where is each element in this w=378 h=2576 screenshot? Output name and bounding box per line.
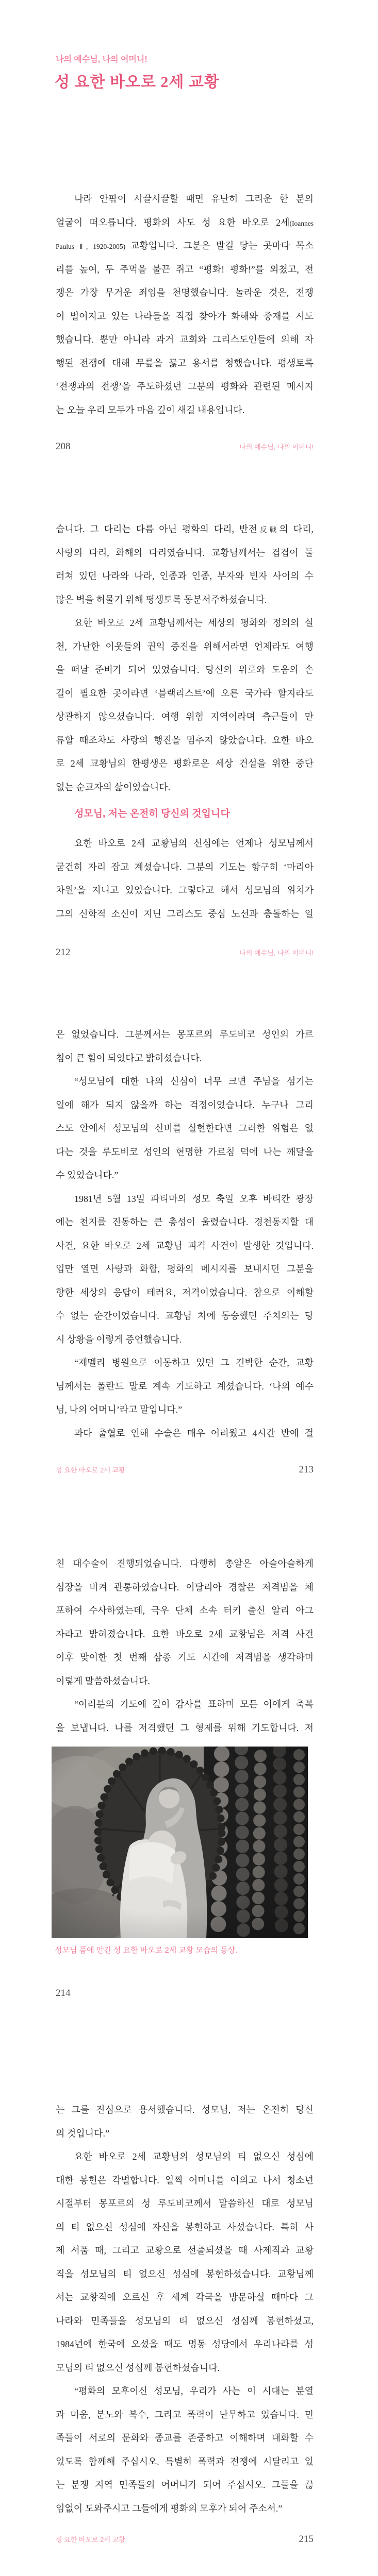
body-line: 을 보냅니다. 나를 저격했던 그 형제를 위해 기도합니다. 저 xyxy=(56,1722,314,1733)
body-line: 은 없었습니다. 그분께서는 몽포르의 루도비코 성인의 가르 xyxy=(56,1029,314,1040)
inline-annotation: Paulus Ⅱ, 1920-2005) xyxy=(56,243,131,250)
body-line: 과다 출혈로 인해 수술은 매우 어려웠고 4시간 반에 걸 xyxy=(74,1428,314,1438)
body-line: 리를 높여, 두 주먹을 불끈 쥐고 “평화! 평화!”를 외쳤고, 전 xyxy=(56,264,314,275)
running-head: 나의 예수님, 나의 어머니! xyxy=(239,443,314,451)
body-line: 는 분쟁 지역 민족들의 어머니가 되어 주십시오. 그들을 끊 xyxy=(56,2480,314,2490)
body-line: 이렇게 말씀하셨습니다. xyxy=(56,1675,150,1686)
body-line: 심장을 비켜 관통하였습니다. 이탈리아 경찰은 저격범을 체 xyxy=(56,1582,314,1592)
body-line: “평화의 모후이신 성모님, 우리가 사는 이 시대는 분열 xyxy=(74,2386,314,2396)
body-line: 과 미움, 분노와 복수, 그리고 폭력이 난무하고 있습니다. 민 xyxy=(56,2409,314,2420)
body-line: 을 떠날 준비가 되어 있었습니다. 당신의 위로와 도움의 손 xyxy=(56,665,314,675)
body-line: 굳건히 자리 잡고 계셨습니다. 그분의 기도는 항구히 ‘마리아 xyxy=(56,861,314,872)
body-line: 요한 바오로 2세 교황님께서는 세상의 평화와 정의의 실 xyxy=(74,618,314,628)
body-line: 서는 교황직에 오르신 후 세계 각국을 방문하실 때마다 그 xyxy=(56,2292,314,2302)
body-line: 수 없는 순간이었습니다. 교황님 차에 동승했던 주치의는 당 xyxy=(56,1311,314,1321)
running-head: 나의 예수님, 나의 어머니! xyxy=(239,949,314,957)
body-line: 그의 신학적 소신이 지닌 그리스도 중심 노선과 충돌하는 일 xyxy=(56,908,314,919)
running-head: 성 요한 바오로 2세 교황 xyxy=(56,2536,125,2544)
chapter-eyebrow: 나의 예수님, 나의 어머니! xyxy=(56,55,147,64)
page-footer xyxy=(56,441,314,453)
body-line: 1981년 5월 13일 파티마의 성모 축일 오후 바티칸 광장 xyxy=(74,1193,314,1204)
body-line: 1984년에 한국에 오셨을 때도 명동 성당에서 우리나라를 성 xyxy=(56,2339,314,2349)
body-line: 친 대수술이 진행되었습니다. 다행히 총알은 아슬아슬하게 xyxy=(56,1558,314,1569)
body-line: 러쳐 있던 나라와 나라, 인종과 인종, 부자와 빈자 사이의 수 xyxy=(56,571,314,581)
body-line: 시절부터 몽포르의 성 루도비코께서 말씀하신 대로 성모님 xyxy=(56,2198,314,2209)
page-footer xyxy=(56,947,314,959)
body-line: 요한 바오로 2세 교황님의 신심에는 언제나 성모님께서 xyxy=(74,838,314,849)
body-line: 사랑의 다리, 화해의 다리였습니다. 교황님께서는 겹겹이 둘 xyxy=(56,547,314,558)
page-number: 213 xyxy=(299,1464,314,1475)
body-line: 자라고 밝혀졌습니다. 요한 바오로 2세 교황님은 저격 사건 xyxy=(56,1629,314,1639)
body-line: 있도록 함께해 주십시오. 특별히 폭력과 전쟁에 시달리고 있 xyxy=(56,2456,314,2467)
body-line: 임없이 도와주시고 그들에게 평화의 모후가 되어 주소서.” xyxy=(56,2503,283,2514)
page-number: 208 xyxy=(56,441,71,452)
body-line: 나라와 민족들을 성모님의 티 없으신 성심께 봉헌하셨고, xyxy=(56,2315,314,2326)
body-line: 길이 필요한 곳이라면 ‘블랙리스트’에 오른 국가라 할지라도 xyxy=(56,688,314,699)
body-line: 제 서품 때, 그리고 교황으로 선출되셨을 때 사제직과 교황 xyxy=(56,2245,314,2256)
body-line: 이후 맞이한 첫 번째 삼종 기도 시간에 저격범을 생각하며 xyxy=(56,1652,314,1663)
statue-photo-graphic xyxy=(52,1747,308,1938)
body-line: 쟁은 가장 무거운 죄임을 천명했습니다. 놀라운 것은, 전쟁 xyxy=(56,287,314,298)
body-line xyxy=(56,234,314,258)
body-line: 에는 천지를 진동하는 큰 총성이 울렸습니다. 경천동지할 대 xyxy=(56,1217,314,1227)
running-head: 성 요한 바오로 2세 교황 xyxy=(56,1466,125,1474)
body-line: 의 것입니다.” xyxy=(56,2128,109,2139)
body-line: 이 벌어지고 있는 나라들을 직접 찾아가 화해와 중재를 시도 xyxy=(56,311,314,321)
page-footer xyxy=(56,2534,314,2546)
body-line: 일에 해가 되지 않을까 하는 걱정이었습니다. 누구나 그리 xyxy=(56,1099,314,1110)
body-line: 나라 안팎이 시끌시끌할 때면 유난히 그리운 한 분의 xyxy=(74,194,314,204)
body-text-segment: 습니다. 그 다리는 다름 아닌 평화의 다리, 반전 xyxy=(56,524,257,534)
page-number: 214 xyxy=(56,1988,71,1998)
body-line: 족들이 서로의 문화와 종교를 존중하고 이해하며 대화할 수 xyxy=(56,2433,314,2443)
body-line: 다는 것을 루도비코 성인의 현명한 가르침 덕에 나는 깨달을 xyxy=(56,1146,314,1157)
body-text-segment: 얼굴이 떠오릅니다. 평화의 사도 성 요한 바오로 2세 xyxy=(56,217,290,228)
page-footer xyxy=(56,1988,314,2000)
body-line: 스도 안에서 성모님의 신비를 실현한다면 그러한 위험은 없 xyxy=(56,1123,314,1133)
body-line: “제멜리 병원으로 이동하고 있던 그 긴박한 순간, 교황 xyxy=(74,1358,314,1368)
body-line: 는 그를 진심으로 용서했습니다. 성모님, 저는 온전히 당신 xyxy=(56,2105,314,2115)
body-line: 행된 전쟁에 대해 무릎을 꿇고 용서를 청했습니다. 평생토록 xyxy=(56,358,314,368)
body-line: 대한 봉헌은 각별합니다. 일찍 어머니를 여의고 나서 청소년 xyxy=(56,2175,314,2185)
photo-caption: 성모님 품에 안긴 성 요한 바오로 2세 교황 모습의 동상. xyxy=(55,1946,238,1955)
inline-annotation: 反戰 xyxy=(257,526,280,534)
body-line: 님께서는 폴란드 말로 계속 기도하고 계셨습니다. ‘나의 예수 xyxy=(56,1381,314,1392)
body-line: 모님의 티 없으신 성심께 봉헌하셨습니다. xyxy=(56,2362,220,2373)
body-line: 류할 때조차도 사랑의 행진을 멈추지 않았습니다. 요한 바오 xyxy=(56,735,314,745)
body-line: 향한 세상의 응답이 테러요, 저격이었습니다. 참으로 이해할 xyxy=(56,1287,314,1298)
page-number: 212 xyxy=(56,947,71,958)
body-line: 침이 큰 힘이 되었다고 밝히셨습니다. xyxy=(56,1053,202,1063)
body-line: 직을 성모님의 티 없으신 성심에 봉헌하셨습니다. 교황님께 xyxy=(56,2268,314,2279)
body-line: 포하여 수사하였는데, 극우 단체 소속 터키 출신 알리 아그 xyxy=(56,1605,314,1616)
body-line: 사건, 요한 바오로 2세 교황님 피격 사건이 발생한 것입니다. xyxy=(56,1240,314,1251)
body-line: 차원’을 지니고 있었습니다. 그렇다고 해서 성모님의 위치가 xyxy=(56,885,314,895)
page-footer xyxy=(56,1464,314,1477)
body-line: 수 있었습니다.” xyxy=(56,1170,119,1180)
statue-photo xyxy=(52,1747,308,1938)
body-line xyxy=(56,211,314,235)
body-line: 님, 나의 어머니’라고 말입니다.” xyxy=(56,1404,183,1415)
body-line: 했습니다. 뿐만 아니라 과거 교회와 그리스도인들에 의해 자 xyxy=(56,334,314,345)
chapter-title: 성 요한 바오로 2세 교황 xyxy=(55,74,220,91)
body-line: 시 상황을 이렇게 증언했습니다. xyxy=(56,1334,182,1345)
body-line: 로 2세 교황님의 한평생은 평화로운 세상 건설을 위한 중단 xyxy=(56,758,314,769)
body-line: 입만 열면 사랑과 화합, 평화의 메시지를 보내시던 그분을 xyxy=(56,1264,314,1274)
body-text-segment: 교황입니다. 그분은 발길 닿는 곳마다 목소 xyxy=(130,241,314,251)
body-line: ‘전쟁과의 전쟁’을 주도하셨던 그분의 평화와 관련된 메시지 xyxy=(56,381,314,392)
body-line: 상관하지 않으셨습니다. 여행 위험 지역이라며 측근들이 만 xyxy=(56,711,314,722)
body-line xyxy=(56,518,314,541)
body-line: 는 오늘 우리 모두가 마음 깊이 새길 내용입니다. xyxy=(56,404,245,415)
body-line: 없는 순교자의 삶이었습니다. xyxy=(56,782,171,792)
page-number: 215 xyxy=(299,2534,314,2545)
body-line: “성모님에 대한 나의 신심이 너무 크면 주님을 섬기는 xyxy=(74,1076,314,1087)
body-line: “여러분의 기도에 깊이 감사를 표하며 모든 이에게 축복 xyxy=(74,1699,314,1709)
body-line: 의 티 없으신 성심에 자신을 봉헌하고 사셨습니다. 특히 사 xyxy=(56,2222,314,2232)
body-text-segment: 의 다리, xyxy=(279,524,314,534)
body-line: 요한 바오로 2세 교황님의 성모님의 티 없으신 성심에 xyxy=(74,2151,314,2162)
body-line: 많은 벽을 허물기 위해 평생토록 동분서주하셨습니다. xyxy=(56,594,267,605)
section-subhead: 성모님, 저는 온전히 당신의 것입니다 xyxy=(74,808,230,819)
body-line: 천, 가난한 이웃들의 권익 증진을 위해서라면 언제라도 여행 xyxy=(56,641,314,652)
inline-annotation: (Ioannes xyxy=(289,219,314,227)
